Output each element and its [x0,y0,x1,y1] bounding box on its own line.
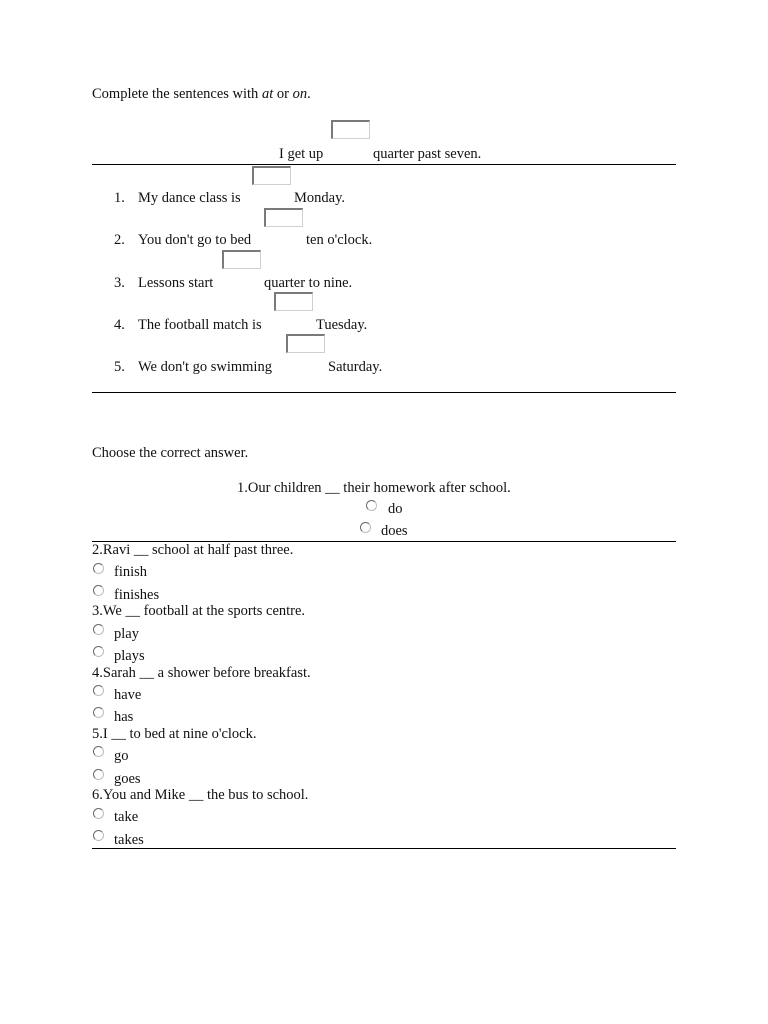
radio-button[interactable] [93,707,104,718]
answer-box-5[interactable] [286,334,325,353]
radio-button[interactable] [93,585,104,596]
answer-box-1[interactable] [252,166,291,185]
word-at: at [261,86,274,102]
exercise1-instruction [92,86,311,103]
question: 3.We __ football at the sports centre. [92,603,306,619]
radio-button[interactable] [93,646,104,657]
item-after: quarter to nine. [264,275,353,291]
word-on: on [292,86,308,102]
item-after: Saturday. [328,359,383,375]
radio-button[interactable] [93,769,104,780]
item-number: 3. [114,275,125,291]
example-answer-box[interactable] [331,120,370,139]
radio-button[interactable] [93,830,104,841]
question: 4.Sarah __ a shower before breakfast. [92,665,311,681]
item-before: My dance class is [138,190,241,206]
option-label: do [388,501,403,517]
item-before: Lessons start [138,275,214,291]
instruction-text: or [273,86,293,102]
instruction-text: Complete the sentences with [92,86,262,102]
option-label: play [114,626,139,642]
radio-button[interactable] [93,685,104,696]
item-number: 5. [114,359,125,375]
item-number: 2. [114,232,125,248]
answer-box-4[interactable] [274,292,313,311]
question: 2.Ravi __ school at half past three. [92,542,294,558]
item-before: The football match is [138,317,262,333]
exercise2-instruction: Choose the correct answer. [92,445,249,461]
example-before: I get up [279,146,324,162]
answer-box-3[interactable] [222,250,261,269]
option-label: go [114,748,129,764]
answer-box-2[interactable] [264,208,303,227]
radio-button[interactable] [360,522,371,533]
option-label: take [114,809,139,825]
radio-button[interactable] [93,746,104,757]
item-after: Tuesday. [316,317,368,333]
option-label: does [381,523,408,539]
option-label: goes [114,771,141,787]
option-label: have [114,687,142,703]
example-question: 1.Our children __ their homework after school. [237,480,511,496]
option-label: finish [114,564,148,580]
question: 5.I __ to bed at nine o'clock. [92,726,257,742]
question: 6.You and Mike __ the bus to school. [92,787,309,803]
option-label: takes [114,832,144,848]
item-after: ten o'clock. [306,232,373,248]
divider [92,164,676,165]
item-number: 4. [114,317,125,333]
divider [92,392,676,393]
item-before: We don't go swimming [138,359,272,375]
option-label: finishes [114,587,160,603]
radio-button[interactable] [93,808,104,819]
radio-button[interactable] [366,500,377,511]
radio-button[interactable] [93,563,104,574]
divider [92,848,676,849]
example-after: quarter past seven. [373,146,482,162]
item-after: Monday. [294,190,346,206]
option-label: plays [114,648,145,664]
radio-button[interactable] [93,624,104,635]
option-label: has [114,709,134,725]
item-before: You don't go to bed [138,232,252,248]
item-number: 1. [114,190,125,206]
instruction-text: . [307,86,311,102]
